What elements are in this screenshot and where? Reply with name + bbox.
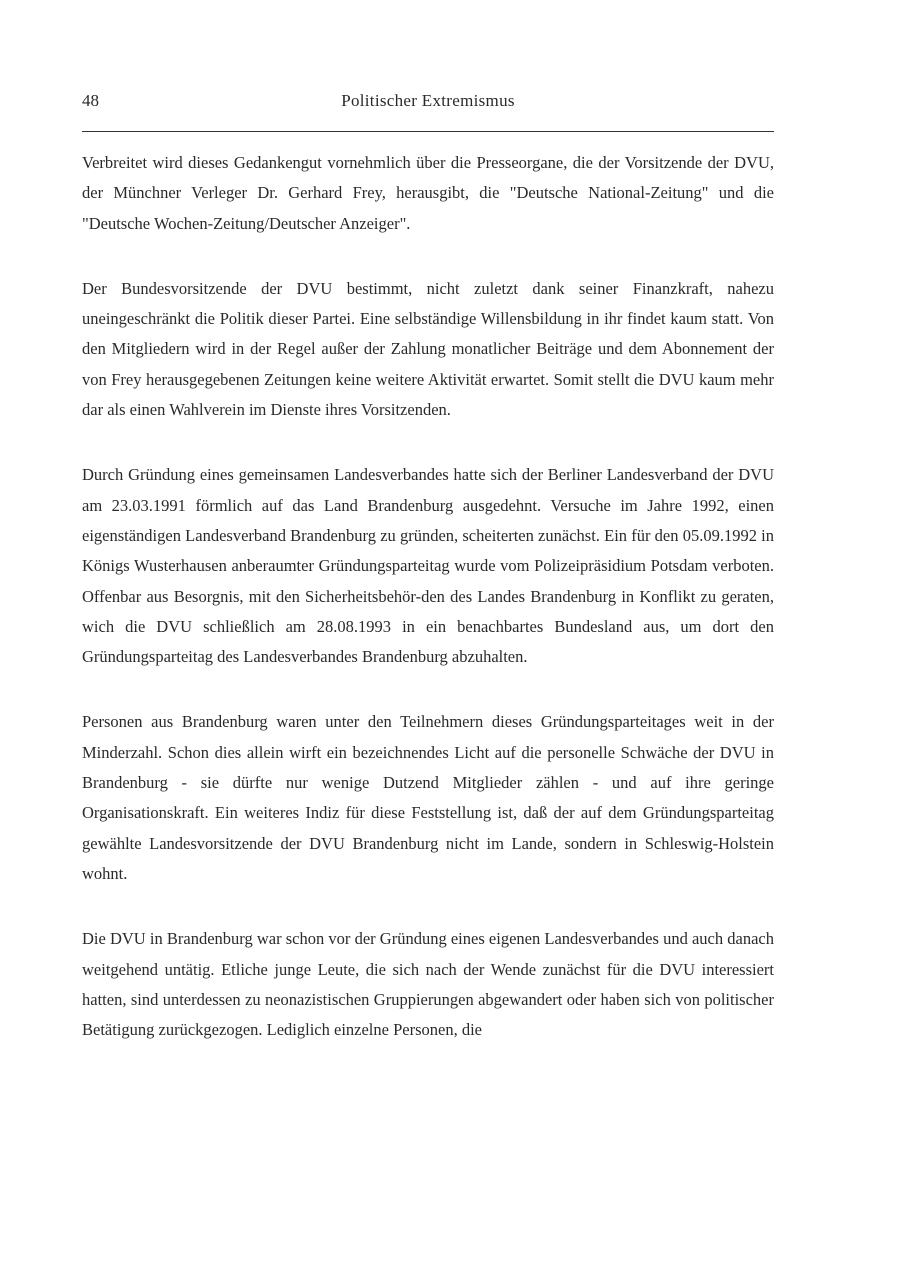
page-header	[82, 88, 774, 118]
running-title: Politischer Extremismus	[341, 91, 515, 110]
paragraph-5: Die DVU in Brandenburg war schon vor der Gründung eines eigenen Landesverbandes und auch danach weitgehend untätig. Etliche junge Leute, die sich nach der Wende zunächst für die DVU interessiert hatten, sind unterdessen zu neonazistischen Gruppierungen abgewandert oder haben sich von politischer Betätigung zurückgezogen. Lediglich einzelne Personen, die	[82, 929, 774, 1040]
header-divider	[82, 131, 774, 132]
page-number: 48	[82, 91, 99, 110]
paragraph-1: Verbreitet wird dieses Gedankengut vornehmlich über die Presseorgane, die der Vorsitzende der DVU, der Münchner Verleger Dr. Gerhard Frey, herausgibt, die "Deutsche National-Zeitung" und die "Deutsche Wochen-Zeitung/Deutscher Anzeiger".	[82, 153, 774, 233]
paragraph-4: Personen aus Brandenburg waren unter den Teilnehmern dieses Gründungsparteitages weit in der Minderzahl. Schon dies allein wirft ein bezeichnendes Licht auf die personelle Schwäche der DVU in Brandenburg - sie dürfte nur wenige Dutzend Mitglieder zählen - und auf ihre geringe Organisationskraft. Ein weiteres Indiz für diese Feststellung ist, daß der auf dem Gründungsparteitag gewählte Landesvorsitzende der DVU Brandenburg nicht im Lande, sondern in Schleswig-Holstein wohnt.	[82, 712, 774, 883]
paragraph-2: Der Bundesvorsitzende der DVU bestimmt, nicht zuletzt dank seiner Finanzkraft, nahezu uneingeschränkt die Politik dieser Partei. Eine selbständige Willensbildung in ihr findet kaum statt. Von den Mitgliedern wird in der Regel außer der Zahlung monatlicher Beiträge und dem Abonnement der von Frey herausgegebenen Zeitungen keine weitere Aktivität erwartet. Somit stellt die DVU kaum mehr dar als einen Wahlverein im Dienste ihres Vorsitzenden.	[82, 278, 774, 420]
paragraph-3: Durch Gründung eines gemeinsamen Landesverbandes hatte sich der Berliner Landesverband der DVU am 23.03.1991 förmlich auf das Land Brandenburg ausgedehnt. Versuche im Jahre 1992, einen eigenständigen Landesverband Brandenburg zu gründen, scheiterten zunächst. Ein für den 05.09.1992 in Königs Wusterhausen anberaumter Gründungsparteitag wurde vom Polizeipräsidium Potsdam verboten. Offenbar aus Besorgnis, mit den Sicherheitsbehör-den des Landes Brandenburg in Konflikt zu geraten, wich die DVU schließlich am 28.08.1993 in ein benachbartes Bundesland aus, um dort den Gründungsparteitag des Landesverbandes Brandenburg abzuhalten.	[82, 465, 774, 667]
body-text	[82, 148, 774, 1080]
